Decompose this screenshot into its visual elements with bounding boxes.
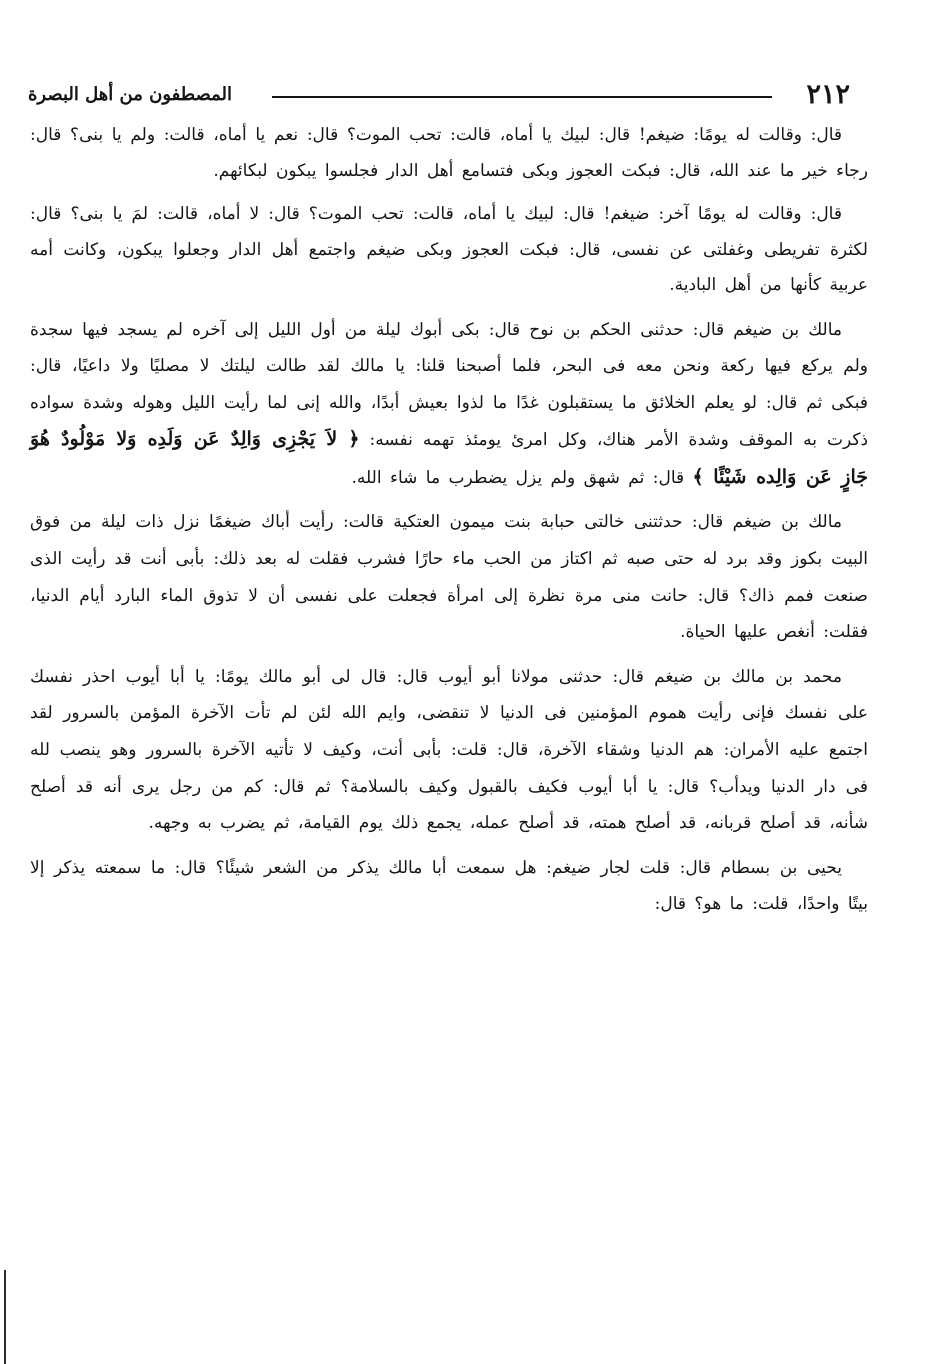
paragraph-6: يحيى بن بسطام قال: قلت لجار ضيغم: هل سمعت أبا مالك يذكر من الشعر شيئًا؟ قال: ما سمعته يذكر إلا بيتًا واحدًا، قلت: ما هو؟ قال: [30,857,868,915]
page-body [30,118,868,931]
paragraph-3-text: مالك بن ضيغم قال: حدثنى الحكم بن نوح قال: بكى أبوك ليلة من أول الليل إلى آخره لم يسجد فيها سجدة ولم يركع فيها ركعة ونحن معه فى البحر، فلما أصبحنا قلنا: يا مالك لقد طالت ليلتك لا مصليًا ولا داعيًا، قال: فبكى ثم قال: لو يعلم الخلائق ما يستقبلون غدًا ما لذوا بعيش أبدًا، والله إنى لما رأيت الليل وهوله وشدة سواده ذكرت به الموقف وشدة الأمر هناك، وكل امرئ يومئذ تهمه نفسه: [30,319,869,451]
page-number: ٢١٢ [806,79,850,110]
paragraph-3-ending: قال: ثم شهق ولم يزل يضطرب ما شاء الله. [351,467,685,488]
paragraph-1: قال: وقالت له يومًا: ضيغم! قال: لبيك يا أماه، قالت: تحب الموت؟ قال: نعم يا أماه، قالت: ولم يا بنى؟ قال: رجاء خير ما عند الله، قال: فبكت العجوز وبكى فتسامع أهل الدار فجلسوا يبكون لبكائهم. [30,125,868,181]
scan-edge-shadow [4,1270,6,1364]
paragraph-5: محمد بن مالك بن ضيغم قال: حدثنى مولانا أبو أيوب قال: قال لى أبو مالك يومًا: يا أبا أيوب احذر نفسك على نفسك فإنى رأيت هموم المؤمنين فى الدنيا لا تنقضى، وايم الله لئن لم تأت الآخرة المؤمن بالسرور لقد اجتمع عليه الأمران: هم الدنيا وشقاء الآخرة، قال: قلت: بأبى أنت، وكيف لا تأتيه الآخرة بالسرور وهو ينصب لله فى دار الدنيا ويدأب؟ قال: يا أبا أيوب فكيف بالقبول وكيف بالسلامة؟ ثم قال: كم من رجل يرى أنه قد أصلح شأنه، قد أصلح قربانه، قد أصلح همته، قد أصلح عمله، يجمع ذلك يوم القيامة، ثم يضرب به وجهه. [30,666,868,834]
quran-verse: ﴿ لاَ يَجْزِى وَالِدٌ عَن وَلَدِه وَلا مَوْلُودٌ هُوَ جَازٍ عَن وَالِده شَيْئًا ﴾ [30,428,868,488]
header-rule [272,96,772,98]
paragraph-3 [30,312,868,497]
paragraph-2: قال: وقالت له يومًا آخر: ضيغم! قال: لبيك يا أماه، قالت: تحب الموت؟ قال: لا أماه، قالت: لمَ يا بنى؟ قال: لكثرة تفريطى وغفلتى عن نفسى، قال: فبكت العجوز وبكى ضيغم واجتمع أهل الدار وجعلوا يبكون، وكانت أمه عربية كأنها من أهل البادية. [30,204,868,295]
paragraph-4: مالك بن ضيغم قال: حدثتنى خالتى حبابة بنت ميمون العتكية قالت: رأيت أباك ضيغمًا نزل ذات ليلة من فوق البيت بكوز وقد برد له حتى صبه ثم اكتاز من الحب ماء حارًا فشرب فقلت له بعد ذلك: بأبى أنت قد رأيت الذى صنعت فمم ذاك؟ قال: حانت منى مرة نظرة إلى امرأة فجعلت على نفسى أن لا تذوق الماء البارد أيام الدنيا، فقلت: أنغص عليها الحياة. [30,512,868,643]
running-title: المصطفون من أهل البصرة [28,84,233,105]
page-header [28,78,850,118]
